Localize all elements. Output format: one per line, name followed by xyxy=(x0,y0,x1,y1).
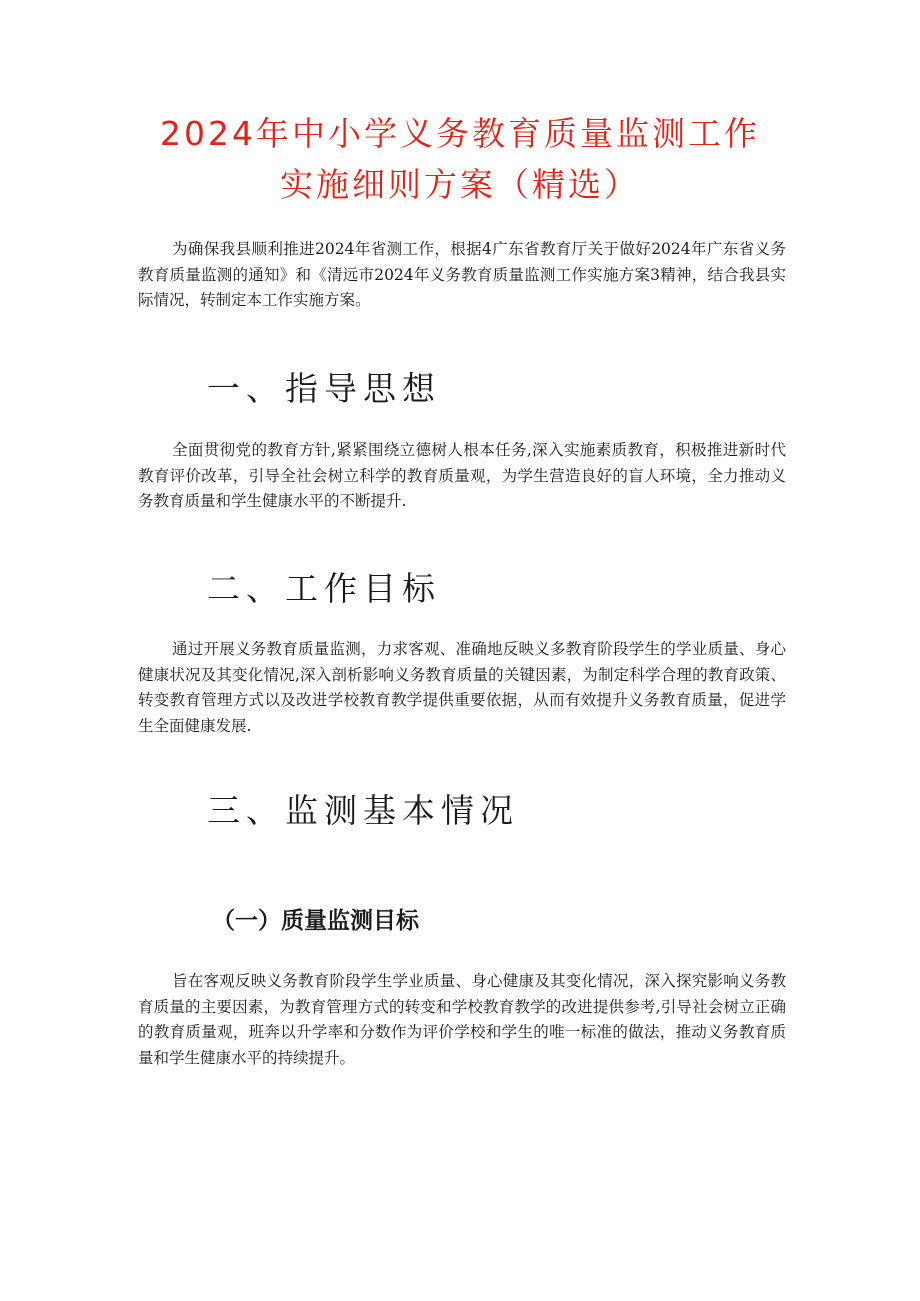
section-1-paragraph: 全面贯彻党的教育方针,紧紧围绕立德树人根本任务,深入实施素质教育，积极推进新时代教育评价改革，引导全社会树立科学的教育质量观，为学生营造良好的盲人环境，全力推动义务教育质量和学生健康水平的不断提升. xyxy=(138,441,786,510)
section-2-paragraph: 通过开展义务教育质量监测，力求客观、准确地反映义多教育阶段学生的学业质量、身心健康状况及其变化情况,深入剖析影响义务教育质量的关键因素，为制定科学合理的教育政策、转变教育管理方式以及改进学校教育教学提供重要依据，从而有效提升义务教育质量，促进学生全面健康发展. xyxy=(138,640,786,735)
section-3-heading: 三、监测基本情况 xyxy=(207,791,519,830)
section-2-heading: 二、工作目标 xyxy=(207,569,441,608)
document-title-line-2: 实施细则方案（精选） xyxy=(280,165,640,204)
subsection-1-heading: （一）质量监测目标 xyxy=(212,908,419,934)
document-title-line-1: 2024年中小学义务教育质量监测工作 xyxy=(160,114,760,153)
subsection-1-paragraph: 旨在客观反映义务教育阶段学生学业质量、身心健康及其变化情况，深入探究影响义务教育质量的主要因素，为教育管理方式的转变和学校教育教学的改进提供参考,引导社会树立正确的教育质量观，班奔以升学率和分数作为评价学校和学生的唯一标准的做法，推动义务教育质量和学生健康水平的持续提升。 xyxy=(138,972,786,1067)
intro-paragraph: 为确保我县顺利推进2024年省测工作，根据4广东省教育厅关于做好2024年广东省义务教育质量监测的通知》和《清远市2024年义务教育质量监测工作实施方案3精神，结合我县实际情况，转制定本工作实施方案。 xyxy=(138,240,786,309)
section-1-heading: 一、指导思想 xyxy=(207,369,441,408)
